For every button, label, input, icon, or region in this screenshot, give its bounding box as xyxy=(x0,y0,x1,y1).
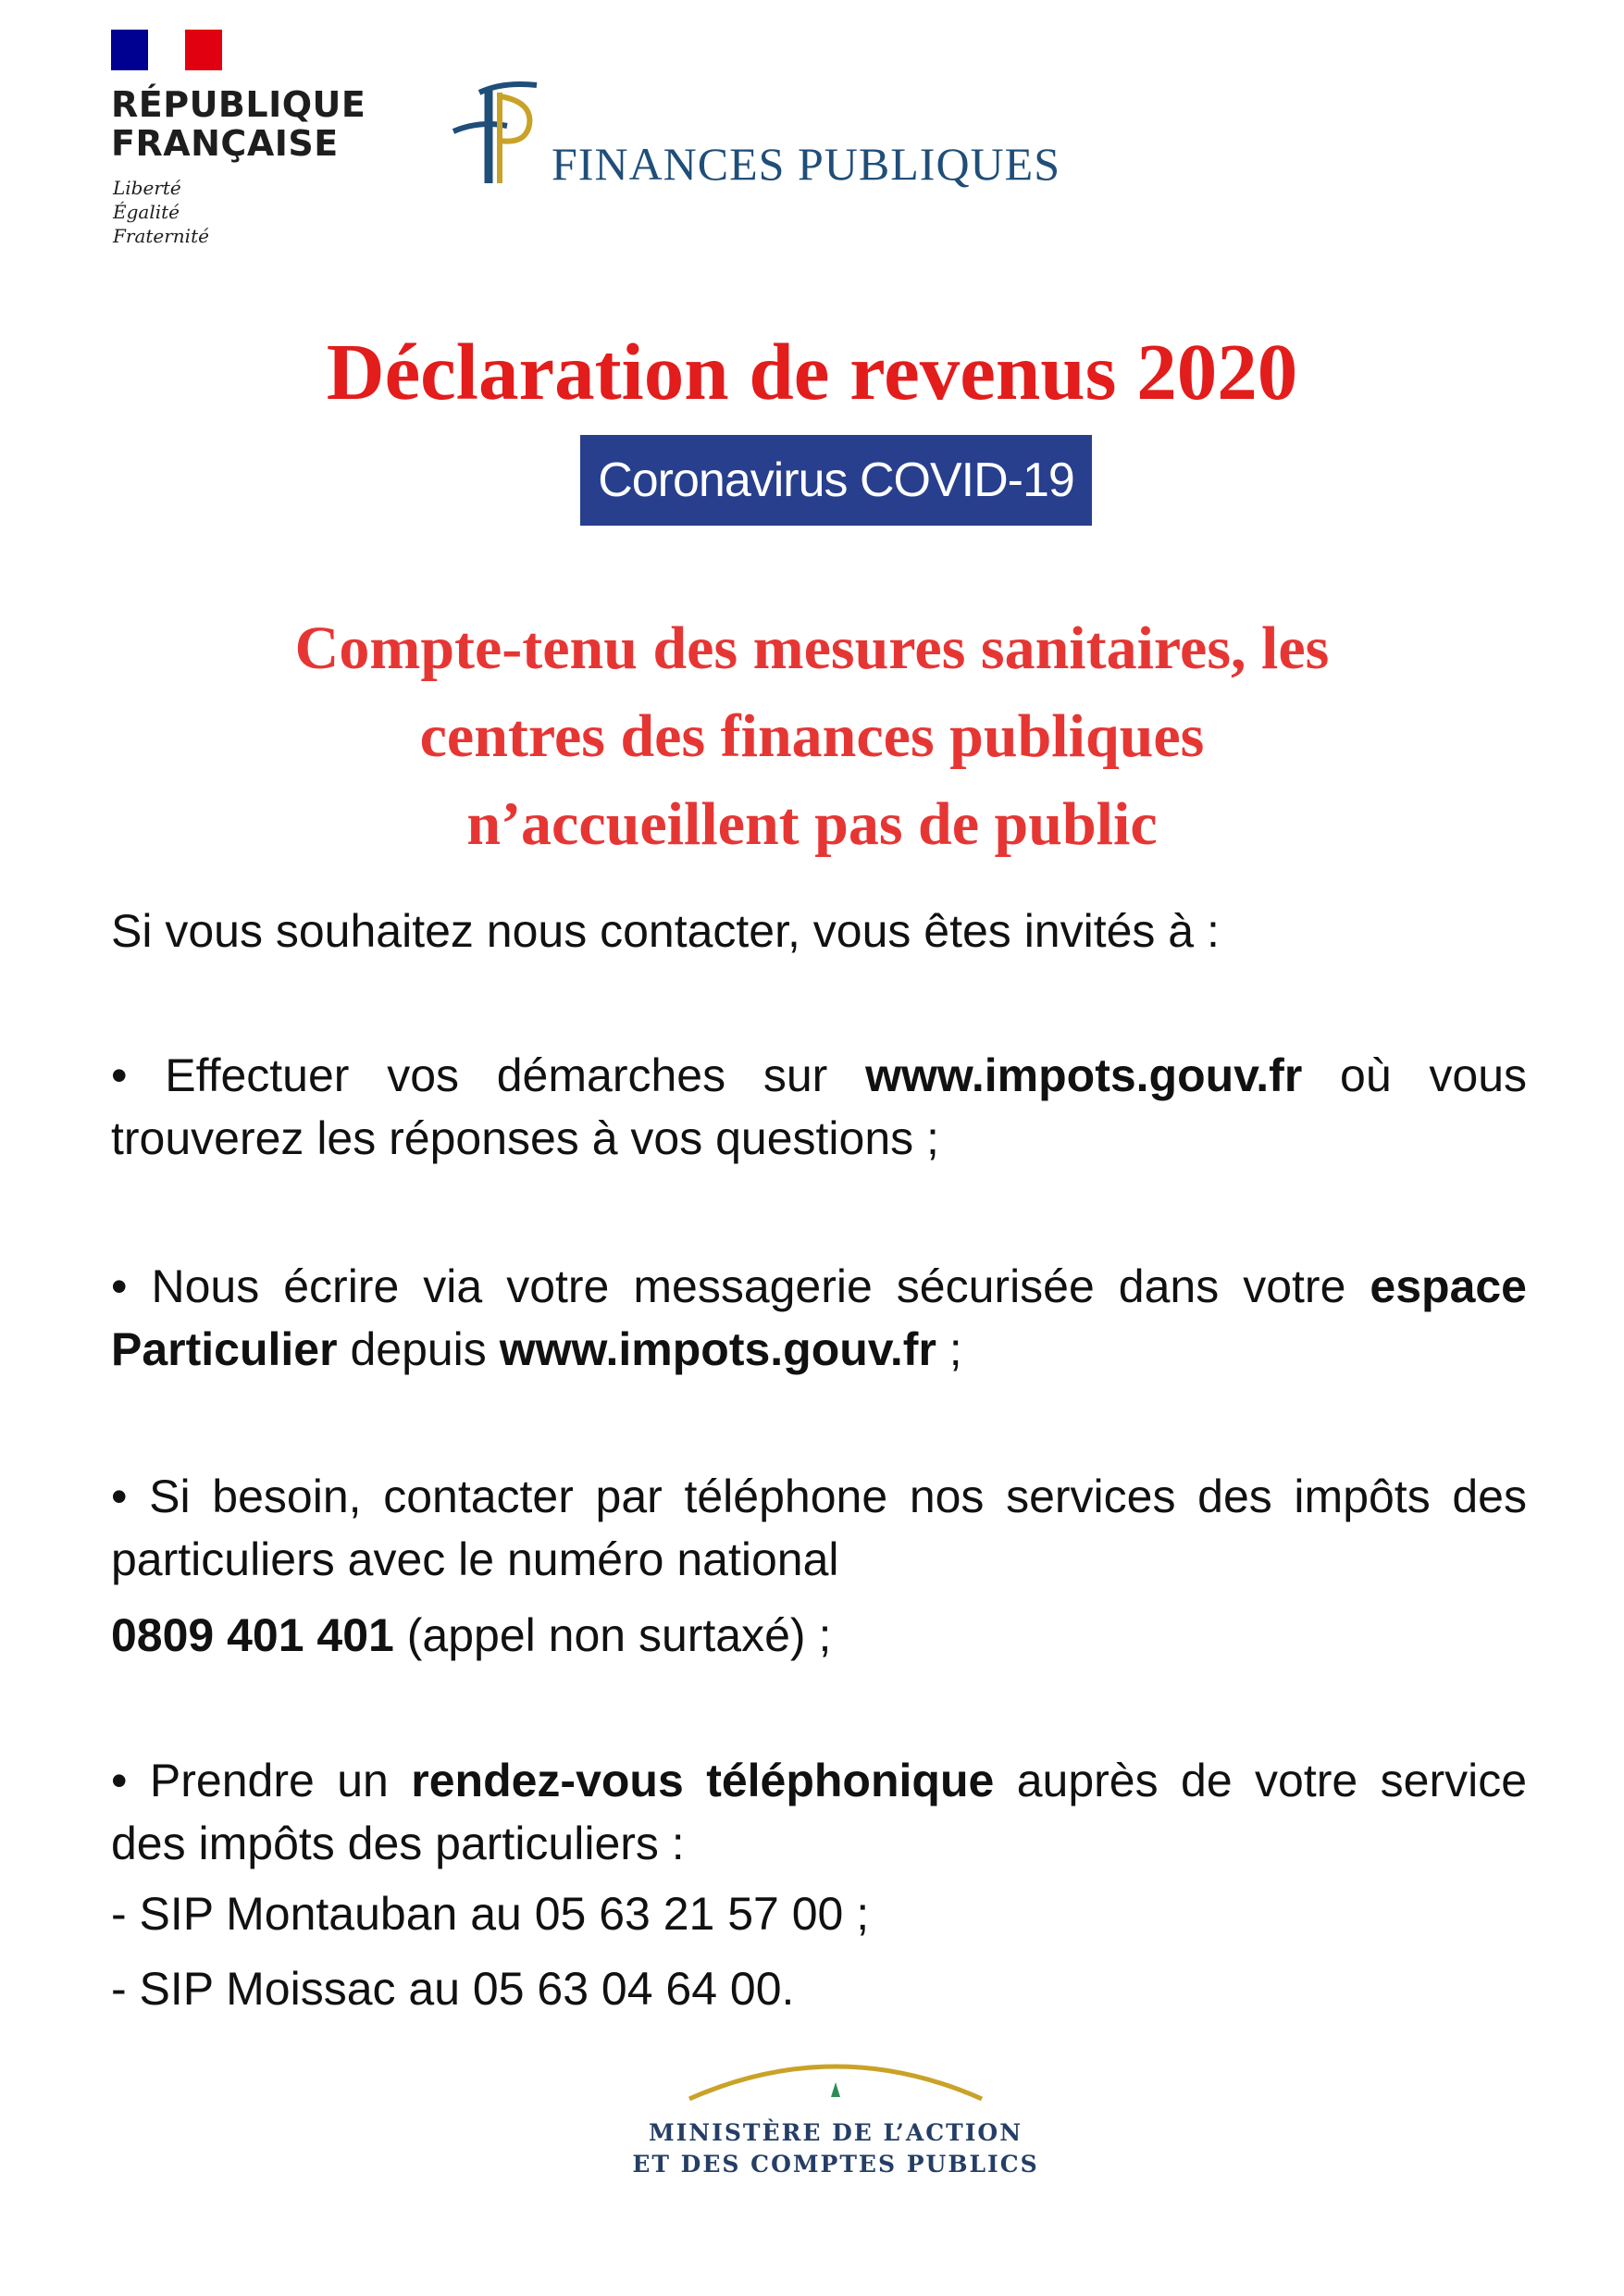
fp-logo-text: FINANCES PUBLIQUES xyxy=(552,138,1061,190)
sip-montauban-line: - SIP Montauban au 05 63 21 57 00 ; xyxy=(111,1888,870,1940)
list-item-messagerie xyxy=(111,1255,1527,1381)
list-item-rendez-vous xyxy=(111,1749,1527,1875)
phone-line xyxy=(111,1604,1527,1667)
covid-badge-label: Coronavirus COVID-19 xyxy=(598,453,1074,507)
subtitle-line3: n’accueillent pas de public xyxy=(466,790,1158,858)
ministry-logo xyxy=(606,2034,1065,2201)
page-title: Déclaration de revenus 2020 xyxy=(326,327,1298,416)
rf-motto-line1: Liberté xyxy=(113,177,181,199)
list-item-telephone: • Si besoin, contacter par téléphone nos services des impôts des particuliers avec le numéro national xyxy=(111,1471,1527,1585)
ministry-name xyxy=(606,2117,1065,2180)
impots-link-2[interactable]: www.impots.gouv.fr xyxy=(499,1323,936,1375)
rf-motto-line3: Fraternité xyxy=(113,225,209,247)
ministry-line1: MINISTÈRE DE L’ACTION xyxy=(648,2119,1023,2146)
ministry-arc-icon xyxy=(606,2034,1065,2127)
phone-suffix: (appel non surtaxé) ; xyxy=(393,1609,832,1661)
item2-prefix: • Nous écrire via votre messagerie sécurisée dans votre xyxy=(111,1260,1370,1312)
subtitle-line2: centres des finances publiques xyxy=(419,702,1205,770)
item4-prefix: • Prendre un xyxy=(111,1755,412,1806)
item1-suffix: où vous trouverez les réponses à vos questions ; xyxy=(111,1049,1528,1164)
national-phone-number: 0809 401 401 xyxy=(111,1609,394,1661)
intro-text: Si vous souhaitez nous contacter, vous êtes invités à : xyxy=(111,905,1220,957)
espace-particulier-text: espace Particulier xyxy=(111,1260,1527,1375)
impots-link[interactable]: www.impots.gouv.fr xyxy=(865,1049,1303,1101)
subtitle xyxy=(111,604,1513,868)
list-item-online xyxy=(111,1044,1527,1170)
rf-motto xyxy=(113,176,209,248)
finances-publiques-logo xyxy=(452,74,1099,204)
item1-prefix: • Effectuer vos démarches sur xyxy=(111,1049,866,1101)
rf-name-line1: RÉPUBLIQUE xyxy=(111,84,366,125)
fp-monogram-icon xyxy=(452,74,553,194)
republique-francaise-logo xyxy=(111,30,389,261)
ministry-line2: ET DES COMPTES PUBLICS xyxy=(632,2151,1039,2178)
item2-middle: depuis xyxy=(337,1323,500,1375)
item2-suffix: ; xyxy=(936,1323,962,1375)
rf-name xyxy=(111,85,366,163)
sip-moissac-line: - SIP Moissac au 05 63 04 64 00. xyxy=(111,1963,795,2015)
item4-suffix: auprès de votre service des impôts des particuliers : xyxy=(111,1755,1528,1869)
rf-name-line2: FRANÇAISE xyxy=(111,123,339,164)
subtitle-line1: Compte-tenu des mesures sanitaires, les xyxy=(294,614,1330,682)
rf-motto-line2: Égalité xyxy=(113,201,180,223)
covid-badge xyxy=(580,435,1092,526)
french-flag-icon xyxy=(111,30,222,70)
rendez-vous-text: rendez-vous téléphonique xyxy=(411,1755,995,1806)
